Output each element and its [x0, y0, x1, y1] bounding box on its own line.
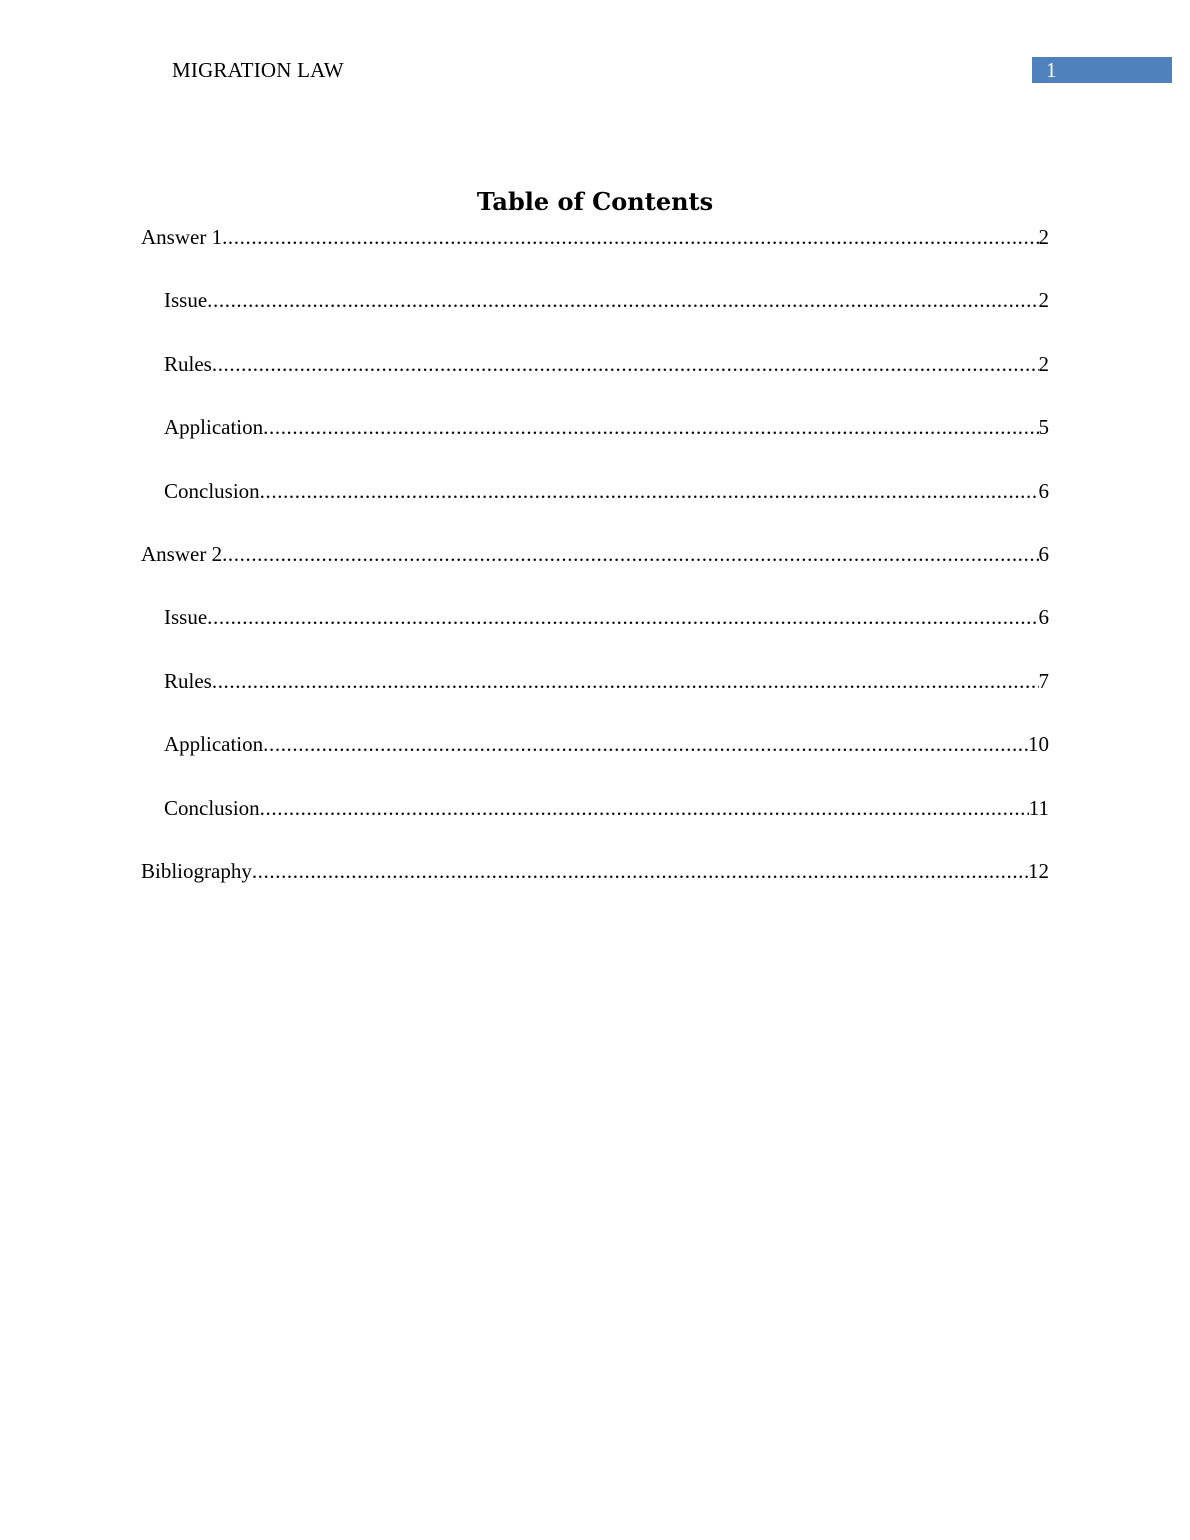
toc-entry-label: Answer 2: [141, 539, 222, 569]
toc-entry-page: 10: [1028, 732, 1049, 757]
page-number: 1: [1046, 58, 1057, 82]
running-head: MIGRATION LAW: [172, 58, 344, 82]
page-number-box: [1032, 57, 1172, 83]
toc-entry-label: Rules: [164, 349, 212, 379]
toc-entry-page: 5: [1038, 415, 1049, 440]
toc-entry-conclusion-2[interactable]: [141, 793, 1049, 856]
toc-entry-page: 2: [1038, 225, 1049, 249]
toc-entry-rules-1[interactable]: [141, 349, 1049, 412]
toc-entry-bibliography[interactable]: [141, 856, 1049, 919]
toc-entry-answer-1[interactable]: [141, 222, 1049, 285]
toc-dot-leader: [207, 285, 1038, 315]
toc-dot-leader: [207, 602, 1038, 632]
toc-dot-leader: [212, 349, 1039, 379]
toc-title: Table of Contents: [476, 187, 714, 216]
toc-dot-leader: [260, 793, 1029, 823]
toc-entry-label: Bibliography: [141, 856, 252, 886]
toc-entry-answer-2[interactable]: [141, 539, 1049, 602]
toc-entry-application-2[interactable]: [141, 729, 1049, 792]
toc-dot-leader: [222, 222, 1038, 252]
toc-entry-rules-2[interactable]: [141, 666, 1049, 729]
toc-entry-label: Conclusion: [164, 793, 260, 823]
toc-entry-label: Issue: [164, 285, 207, 315]
toc-entry-page: 2: [1038, 351, 1049, 376]
toc-entry-label: Rules: [164, 666, 212, 696]
toc-dot-leader: [252, 856, 1028, 886]
toc-entry-label: Issue: [164, 602, 207, 632]
toc-entry-page: 2: [1038, 288, 1049, 313]
toc-entry-page: 6: [1038, 478, 1049, 503]
toc-entry-page: 11: [1028, 795, 1049, 820]
toc-entry-label: Conclusion: [164, 476, 260, 506]
table-of-contents: [141, 222, 1049, 919]
toc-entry-conclusion-1[interactable]: [141, 476, 1049, 539]
toc-dot-leader: [263, 412, 1038, 442]
toc-dot-leader: [260, 476, 1039, 506]
toc-entry-page: 12: [1028, 858, 1049, 883]
toc-entry-issue-2[interactable]: [141, 602, 1049, 665]
toc-dot-leader: [222, 539, 1038, 569]
toc-entry-application-1[interactable]: [141, 412, 1049, 475]
toc-entry-page: 6: [1038, 541, 1049, 566]
toc-entry-label: Answer 1: [141, 222, 222, 252]
toc-entry-issue-1[interactable]: [141, 285, 1049, 348]
toc-entry-page: 7: [1038, 668, 1049, 693]
toc-entry-label: Application: [164, 412, 263, 442]
toc-entry-page: 6: [1038, 605, 1049, 630]
toc-entry-label: Application: [164, 729, 263, 759]
toc-dot-leader: [263, 729, 1028, 759]
toc-dot-leader: [212, 666, 1039, 696]
